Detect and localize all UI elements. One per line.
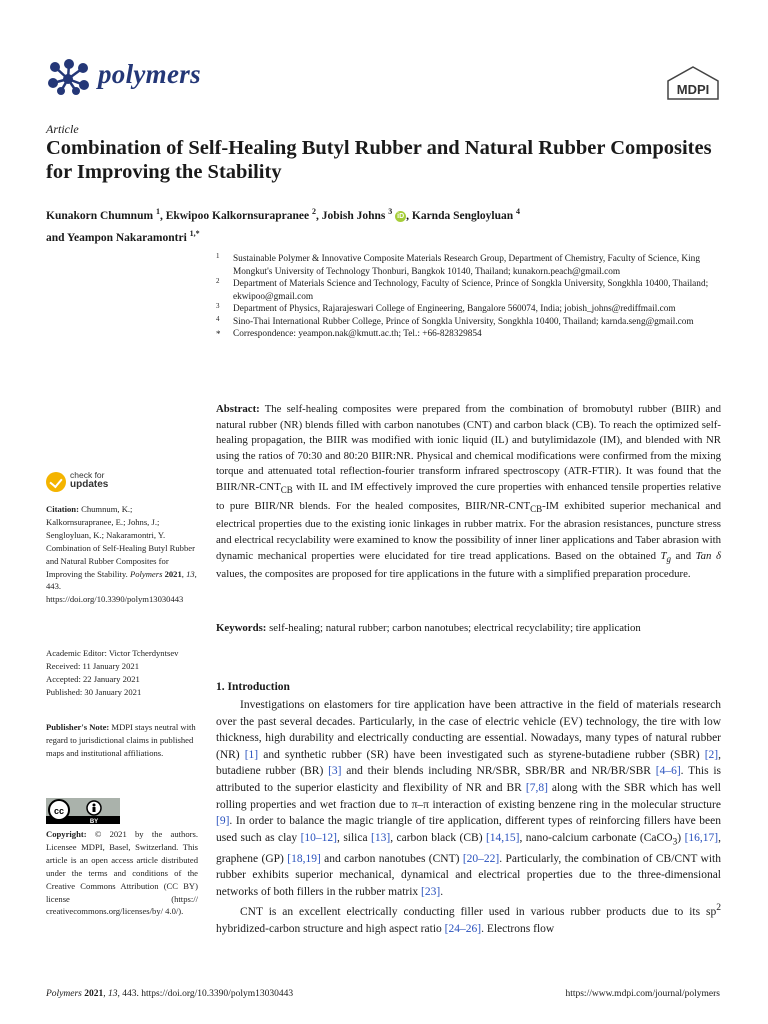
author-name: Kunakorn Chumnum (46, 209, 154, 222)
footer-journal-url[interactable]: https://www.mdpi.com/journal/polymers (565, 989, 720, 999)
journal-name: polymers (98, 59, 201, 89)
accepted-date: Accepted: 22 January 2021 (46, 673, 140, 684)
svg-text:BY: BY (89, 819, 99, 824)
affiliation-item: 2 Department of Materials Science and Technology, Faculty of Science, Prince of Songkla University, Songkhla 10400, Thailand; ekwipoo@gmail.com (216, 277, 709, 302)
svg-text:MDPI: MDPI (676, 82, 710, 97)
citation-link[interactable]: [10–12] (300, 831, 338, 844)
correspondence: * Correspondence: yeampon.nak@kmutt.ac.th; Tel.: +66-828329854 (216, 329, 482, 339)
citation-link[interactable]: [1] (244, 748, 259, 761)
article-type: Article (46, 122, 79, 136)
keywords-label: Keywords: (216, 622, 267, 634)
citation-link[interactable]: [24–26] (444, 922, 482, 935)
received-date: Received: 11 January 2021 (46, 660, 139, 671)
abstract: Abstract: The self-healing composites were prepared from the combination of bromobutyl rubber (BIIR) and natural rubber (NR) blends filled with carbon nanotubes (CNT) and carbon black (CB). To reach the optimized self-healing propagation, the BIIR was modified with ionic liquid (IL) and butylimidazole (IM), and blended with NR using the ratios of 70:30 and 80:20 BIIR:NR. Physical and chemical modifications were confirmed from the mixing torque and attenuated total reflection-fourier transform infrared spectroscopy (ATR-FTIR). It was found that the BIIR/$NR-CNT_{CB}$ with IL and IM effectively improved the cure properties with enhanced tensile properties relative to pure BIIR/NR blends. For the healed composites, BIIR/$NR-CNT_{CB}-IM$ exhibited superior mechanical and electrical properties due to the existing ionic linkages in rubber matrix. For the abrasion resistances, puncture stress and electrical recyclability were examined to know the possibility of inner liner applications and Taber abrasion with dynamic mechanical properties were elucidated for tire tread applications. Based on the obtained $T_g$ and Tan δ values, the composites are proposed for tire applications in the future with a simplified preparation procedure. (216, 403, 721, 581)
citation-link[interactable]: [2] (704, 748, 719, 761)
author-name: Ekwipoo Kalkornsurapranee (165, 209, 310, 222)
cc-by-license-icon[interactable] (46, 798, 120, 824)
author-list: Kunakorn Chumnum $^1$, Ekwipoo Kalkornsurapranee $^2$, Jobish Johns $^3$ iD , Karnda Sengloyluan $^4$ and Yeampon Nakaramontri $^{1,*}$ (46, 207, 521, 244)
citation-link[interactable]: [3] (328, 765, 342, 778)
citation-link[interactable]: [23] (421, 885, 441, 898)
paragraph: CNT is an excellent electrically conducting filler used in various rubber products due to its $sp^2$ hybridized-carbon structure and high aspect ratio [24–26]. Electrons flow (216, 902, 721, 935)
affiliation-item: 4 Sino-Thai International Rubber College, Prince of Songkla University, Songkhla 10400, Thailand; karnda.seng@gmail.com (216, 314, 694, 327)
abstract-label: Abstract: (216, 403, 260, 415)
affiliations (216, 253, 716, 341)
mdpi-logo-icon (666, 66, 720, 100)
published-date: Published: 30 January 2021 (46, 686, 142, 697)
academic-editor: Academic Editor: Victor Tcherdyntsev (46, 648, 179, 658)
publisher-note: Publisher's Note: MDPI stays neutral with regard to jurisdictional claims in published maps and institutional affiliations. (46, 722, 196, 758)
affiliation-item: 1 Sustainable Polymer & Innovative Composite Materials Research Group, Department of Chemistry, Faculty of Science, King Mongkut's University of Technology Thonburi, Bangkok 10140, Thailand; kunakorn.peach@gmail.com (216, 252, 700, 277)
citation-link[interactable]: [13] (371, 831, 391, 844)
checkmark-icon (46, 472, 66, 492)
citation-link[interactable]: [7,8] (525, 781, 548, 794)
citation-link[interactable]: [14,15] (485, 831, 520, 844)
affiliation-item: 3 Department of Physics, Rajarajeswari College of Engineering, Bangalore 560074, India; jobish_johns@rediffmail.com (216, 302, 676, 314)
copyright: Copyright: © 2021 by the authors. Licensee MDPI, Basel, Switzerland. This article is an open access article distributed under the terms and conditions of the Creative Commons Attribution (CC BY) license (https:// creativecommons.org/licenses/by/ 4.0/). (46, 829, 198, 917)
orcid-icon[interactable]: iD (397, 212, 405, 220)
introduction-body (216, 697, 721, 937)
author-name: Karnda Sengloyluan (411, 209, 514, 222)
check-for-updates-button[interactable]: check for updates (46, 470, 166, 496)
polymers-logo-icon (46, 58, 92, 96)
publication-dates (46, 647, 198, 699)
citation-link[interactable]: [20–22] (462, 852, 500, 865)
svg-text:cc: cc (53, 806, 65, 816)
author-name: Jobish Johns (321, 209, 386, 222)
author-name: Yeampon Nakaramontri (67, 231, 187, 244)
citation-link[interactable]: [18,19] (287, 852, 321, 865)
paragraph: Investigations on elastomers for tire application have been attractive in the field of materials research over the past several decades. Particularly, in the case of electric vehicle (EV) technology, the tire with low thickness, high durability and electrically conducting are essential. Nowadays, many types of natural rubber (NR) [1] and synthetic rubber (SR) have been investigated such as styrene-butadiene rubber (SBR) [2], butadiene rubber (BR) [3] and their blends including NR/SBR, SBR/BR and NR/BR/SBR [4–6]. This is attributed to the superior elasticity and flexibility of NR and BR [7,8] along with the SBR which has well rolling properties and wet fraction due to π–π interaction of existing benzene ring in the molecular structure [9]. In order to balance the magic triangle of tire application, different types of reinforcing fillers have been used such as clay [10–12], silica [13], carbon black (CB) [14,15], nano-calcium carbonate (CaCO$_3$) [16,17], graphene (GP) [18,19] and carbon nanotubes (CNT) [20–22]. Particularly, the combination of CB/CNT with rubber exhibits superior mechanical, dynamical and electrical properties due to the three-dimensional networks of both fillers in the rubber matrix [23]. (216, 699, 722, 898)
footer-citation: Polymers 2021, 13, 443. https://doi.org/10.3390/polym13030443 (46, 989, 294, 999)
citation-link[interactable]: [16,17] (684, 831, 719, 844)
keywords: Keywords: self-healing; natural rubber; carbon nanotubes; electrical recyclability; tire application (216, 622, 641, 634)
article-title: Combination of Self-Healing Butyl Rubber and Natural Rubber Composites for Improving the Stability (46, 137, 712, 183)
citation-link[interactable]: [9] (216, 815, 230, 828)
citation-link[interactable]: [4–6] (655, 765, 681, 778)
citation: Citation: Chumnum, K.; Kalkornsurapranee, E.; Johns, J.; Sengloyluan, K.; Nakaramontri, Y. Combination of Self-Healing Butyl Rubber and Natural Rubber Composites for Improving the Stability. Polymers 2021, 13, 443. https://doi.org/10.3390/polym13030443 (46, 504, 197, 605)
section-heading: 1. Introduction (216, 681, 290, 693)
